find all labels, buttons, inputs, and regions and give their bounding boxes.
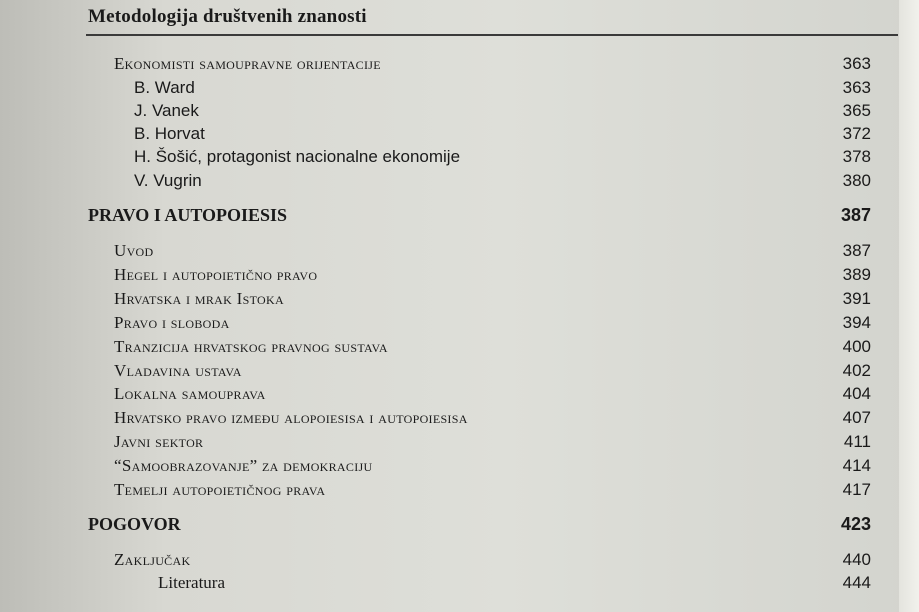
toc-entry	[0, 124, 919, 148]
toc-entry-page: 394	[842, 313, 871, 332]
toc-entry	[0, 289, 919, 313]
toc-entry-title: Lokalna samouprava	[114, 384, 266, 403]
running-head: Metodologija društvenih znanosti	[88, 6, 367, 27]
toc-entry	[0, 171, 919, 195]
toc-entry	[0, 241, 919, 265]
toc-entry-page: 400	[842, 337, 871, 356]
toc-entry	[0, 408, 919, 432]
toc-entry	[0, 337, 919, 361]
toc-entry-title: Ekonomisti samoupravne orijentacije	[114, 54, 381, 73]
toc-entry-title: Vladavina ustava	[114, 361, 242, 380]
toc-entry-title: H. Šošić, protagonist nacionalne ekonomije	[134, 147, 461, 166]
toc-entry-title: Tranzicija hrvatskog pravnog sustava	[114, 337, 388, 356]
toc-entry	[0, 432, 919, 456]
toc-entry-title: B. Horvat	[134, 124, 205, 143]
toc-section	[0, 514, 919, 538]
toc-entry-title: Javni sektor	[114, 432, 204, 451]
toc-entry	[0, 265, 919, 289]
toc-section-page: 423	[840, 514, 871, 534]
toc-entry	[0, 54, 919, 78]
toc-entry-title: B. Ward	[134, 78, 195, 97]
toc-entry-page: 363	[842, 54, 871, 73]
toc-entry-page: 391	[842, 289, 871, 308]
toc-entry-title: Pravo i sloboda	[114, 313, 230, 332]
toc-section-title: PRAVO I AUTOPOIESIS	[88, 205, 288, 225]
toc-entry-page: 363	[842, 78, 871, 97]
toc-entry-title: Hrvatska i mrak Istoka	[114, 289, 284, 308]
toc-entry-page: 407	[842, 408, 871, 427]
toc-section	[0, 205, 919, 229]
header-rule	[86, 34, 898, 36]
toc-entry-title: Temelji autopoietičnog prava	[114, 480, 326, 499]
toc-entry-page: 402	[842, 361, 871, 380]
toc-entry-title: Hrvatsko pravo između alopoiesisa i autopoiesisa	[114, 408, 468, 427]
toc-entry-title: V. Vugrin	[134, 171, 202, 190]
toc-entry-page: 404	[842, 384, 871, 403]
toc-section-page: 387	[840, 205, 871, 225]
toc-entry	[0, 313, 919, 337]
toc-entry-page: 387	[842, 241, 871, 260]
toc-entry	[0, 147, 919, 171]
toc-entry-page: 417	[842, 480, 871, 499]
toc-entry	[0, 384, 919, 408]
toc-entry	[0, 456, 919, 480]
toc-entry-title: Uvod	[114, 241, 154, 260]
toc-entry-page: 365	[842, 101, 871, 120]
toc-entry-page: 440	[842, 550, 871, 569]
toc-entry	[0, 78, 919, 102]
toc-entry-title: Hegel i autopoietično pravo	[114, 265, 318, 284]
toc-entry	[0, 550, 919, 574]
toc-entry	[0, 573, 919, 597]
toc-entry-page: 372	[842, 124, 871, 143]
toc-entry	[0, 361, 919, 385]
toc-entry-page: 444	[842, 573, 871, 592]
toc-entry	[0, 480, 919, 504]
toc-entry	[0, 101, 919, 125]
toc-entry-page: 411	[843, 432, 871, 451]
toc-section-title: POGOVOR	[88, 514, 181, 534]
toc-entry-title: Zaključak	[114, 550, 191, 569]
toc-entry-title: “Samoobrazovanje” za demokraciju	[114, 456, 373, 475]
toc-entry-page: 389	[842, 265, 871, 284]
toc-entry-title: J. Vanek	[134, 101, 199, 120]
toc-entry-title: Literatura	[158, 573, 226, 592]
toc-entry-page: 414	[842, 456, 871, 475]
toc-entry-page: 378	[842, 147, 871, 166]
toc-entry-page: 380	[842, 171, 871, 190]
